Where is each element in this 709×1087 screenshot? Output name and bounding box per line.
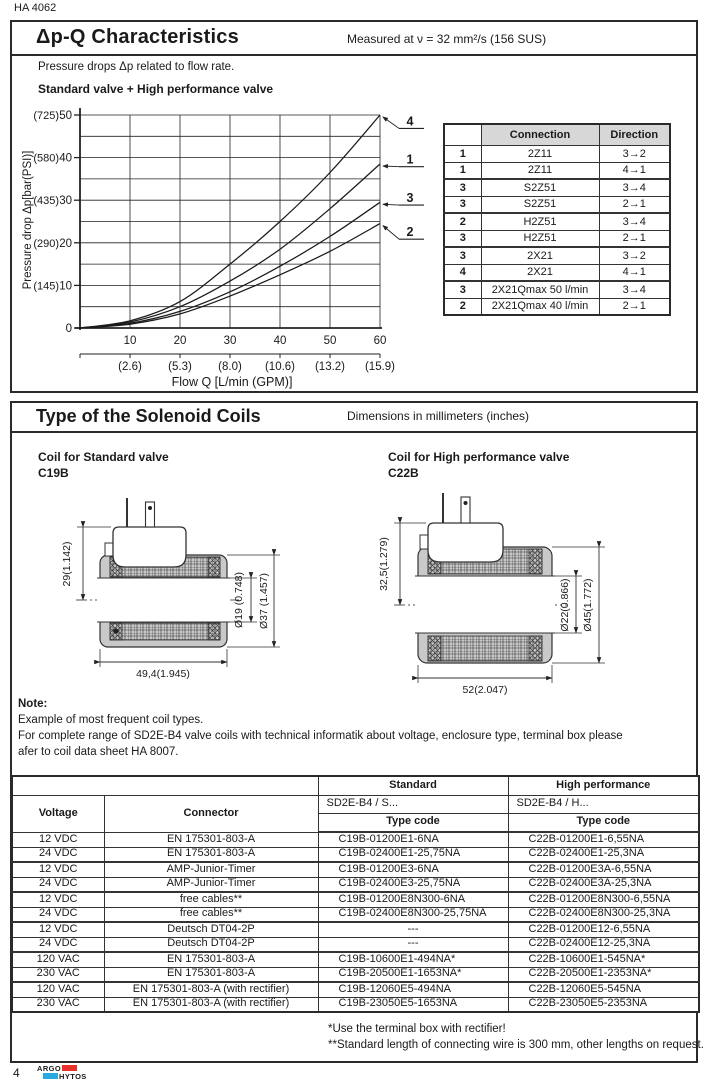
table-row — [12, 952, 699, 967]
cell: C19B-02400E1-25,75NA — [318, 847, 508, 862]
cell: 2 — [444, 298, 481, 315]
c22b-dim-width-label: 52(2.047) — [462, 684, 508, 696]
cell: EN 175301-803-A (with rectifier) — [104, 997, 318, 1012]
chart-line — [383, 226, 399, 240]
cell: 3 — [444, 247, 481, 264]
cell: EN 175301-803-A (with rectifier) — [104, 982, 318, 997]
connection-table-header-row — [444, 124, 670, 145]
cell: C22B-23050E5-2353NA — [508, 997, 699, 1012]
cell: 3→2 — [599, 145, 670, 162]
chart-intro-text: Pressure drops Δp related to flow rate. — [38, 61, 235, 73]
table-row — [444, 281, 670, 298]
cell: 24 VDC — [12, 847, 104, 862]
argo-hytos-logo — [37, 1064, 87, 1080]
cell: C22B-02400E3A-25,3NA — [508, 877, 699, 892]
logo-cyan-block — [43, 1073, 58, 1079]
chart-text: 4 — [406, 114, 414, 129]
cell: 230 VAC — [12, 967, 104, 982]
cell: 3 — [444, 179, 481, 196]
cell: C19B-20500E1-1653NA* — [318, 967, 508, 982]
table-row — [444, 196, 670, 213]
chart-text: Flow Q [L/min (GPM)] — [171, 375, 293, 389]
cell: Deutsch DT04-2P — [104, 922, 318, 937]
cell: 230 VAC — [12, 997, 104, 1012]
c19b-dim-outer-label: Ø37 (1.457) — [258, 572, 270, 630]
chart-text: 20 — [173, 335, 187, 347]
connection-table-body — [444, 145, 670, 315]
chart-labels — [383, 114, 424, 239]
cell: 24 VDC — [12, 877, 104, 892]
chart-text: 30 — [59, 195, 72, 208]
cell: 24 VDC — [12, 937, 104, 952]
table-row — [444, 298, 670, 315]
cell: C22B-10600E1-545NA* — [508, 952, 699, 967]
cell: 2X21Qmax 40 l/min — [481, 298, 599, 315]
footnote-2: **Standard length of connecting wire is 300 mm, other lengths on request. — [328, 1039, 704, 1051]
cell: C22B-12060E5-545NA — [508, 982, 699, 997]
section-dpq-titleband — [12, 22, 696, 56]
voltage-column-header: Voltage — [12, 795, 104, 832]
coil-drawings — [20, 483, 692, 705]
corner-cell — [12, 776, 318, 795]
coil-left-caption-line1: Coil for Standard valve — [38, 450, 169, 464]
cell: 12 VDC — [12, 922, 104, 937]
cell: --- — [318, 922, 508, 937]
cell: EN 175301-803-A — [104, 847, 318, 862]
chart-text: (725) — [33, 110, 59, 122]
chart-text: 2 — [406, 225, 414, 240]
table-row — [444, 179, 670, 196]
note-line: Example of most frequent coil types. — [18, 714, 204, 726]
section-coils-titleband — [12, 403, 696, 433]
cell: free cables** — [104, 907, 318, 922]
chart-text: 50 — [323, 335, 337, 347]
table-row — [12, 937, 699, 952]
coil-c22b-drawing — [394, 493, 605, 683]
chart-axes — [22, 108, 395, 389]
cell: C19B-23050E5-1653NA — [318, 997, 508, 1012]
table-row — [12, 967, 699, 982]
chart-text: (5.3) — [168, 361, 192, 373]
cell: S2Z51 — [481, 179, 599, 196]
c19b-dim-bore-label: Ø19 (0.748) — [233, 571, 245, 629]
cell: 2→1 — [599, 196, 670, 213]
chart-text: (2.6) — [118, 361, 142, 373]
chart-text: (13.2) — [314, 361, 346, 373]
cell: C22B-01200E12-6,55NA — [508, 922, 699, 937]
chart-text: 60 — [373, 335, 387, 347]
cell: 4→1 — [599, 162, 670, 179]
cell: 12 VDC — [12, 892, 104, 907]
cell: H2Z51 — [481, 213, 599, 230]
table-row — [12, 907, 699, 922]
hp-model-label: SD2E-B4 / H... — [508, 795, 699, 813]
c22b-dim-bore-label: Ø22(0.866) — [559, 578, 571, 632]
coil-right-caption-line2: C22B — [388, 466, 419, 480]
cell: 3 — [444, 281, 481, 298]
chart-text: (15.9) — [364, 361, 396, 373]
chart-text: (290) — [33, 237, 59, 250]
cell: 3 — [444, 196, 481, 213]
cell: 2X21 — [481, 264, 599, 281]
table-row — [444, 213, 670, 230]
cell: 2→1 — [599, 230, 670, 247]
table-row — [12, 922, 699, 937]
cell: 1 — [444, 145, 481, 162]
connector-column-header: Connector — [104, 795, 318, 832]
table-row — [12, 997, 699, 1012]
coil-left-caption-line2: C19B — [38, 466, 69, 480]
note-line: For complete range of SD2E-B4 valve coils with technical informatik about voltage, enclosure type, terminal box please — [18, 730, 623, 742]
cell: C19B-12060E5-494NA — [318, 982, 508, 997]
note-title: Note: — [18, 698, 48, 710]
cell: H2Z51 — [481, 230, 599, 247]
cell: 2→1 — [599, 298, 670, 315]
table-row — [12, 892, 699, 907]
section-dpq-subtitle: Measured at ν = 32 mm²/s (156 SUS) — [347, 32, 547, 46]
cell: C22B-20500E1-2353NA* — [508, 967, 699, 982]
coil-left-caption — [38, 449, 169, 481]
cell: EN 175301-803-A — [104, 832, 318, 847]
chart-line — [383, 204, 399, 205]
cell: 24 VDC — [12, 907, 104, 922]
table-row — [12, 982, 699, 997]
cell: C19B-02400E8N300-25,75NA — [318, 907, 508, 922]
chart-line — [383, 166, 399, 167]
cell: C22B-01200E8N300-6,55NA — [508, 892, 699, 907]
logo-text-argo: ARGO — [37, 1063, 62, 1073]
section-coils-subtitle: Dimensions in millimeters (inches) — [347, 409, 530, 423]
table-row — [12, 877, 699, 892]
cell: 2X21 — [481, 247, 599, 264]
table-row — [444, 145, 670, 162]
cell: 3→4 — [599, 213, 670, 230]
table-row — [444, 247, 670, 264]
coil-table-group-row — [12, 776, 699, 795]
table-row — [444, 162, 670, 179]
chart-text: (10.6) — [264, 361, 296, 373]
connection-table — [443, 123, 671, 316]
cell: C22B-01200E3A-6,55NA — [508, 862, 699, 877]
cell: EN 175301-803-A — [104, 952, 318, 967]
c19b-dim-width-label: 49,4(1.945) — [136, 668, 190, 680]
note-line: afer to coil data sheet HA 8007. — [18, 746, 179, 758]
cell: 3→2 — [599, 247, 670, 264]
chart-text: 50 — [59, 110, 72, 122]
connection-column-header: Connection — [481, 124, 599, 145]
direction-column-header: Direction — [599, 124, 670, 145]
cell: 2Z11 — [481, 162, 599, 179]
chart-text: 30 — [223, 335, 237, 347]
chart-text: (580) — [33, 152, 59, 165]
table-row — [444, 264, 670, 281]
cell: Deutsch DT04-2P — [104, 937, 318, 952]
table-row — [12, 847, 699, 862]
chart-text: 3 — [406, 191, 414, 206]
coil-right-caption — [388, 449, 569, 481]
cell: free cables** — [104, 892, 318, 907]
logo-text-hytos: HYTOS — [59, 1071, 87, 1081]
cell: --- — [318, 937, 508, 952]
logo-red-block — [62, 1065, 77, 1071]
chart-text: 1 — [406, 152, 414, 167]
cell: C19B-01200E8N300-6NA — [318, 892, 508, 907]
corner-cell — [444, 124, 481, 145]
cell: 120 VAC — [12, 952, 104, 967]
chart-text: 40 — [273, 335, 287, 347]
section-coils-title: Type of the Solenoid Coils — [36, 406, 261, 426]
coil-table-model-row — [12, 795, 699, 813]
cell: EN 175301-803-A — [104, 967, 318, 982]
cell: 2Z11 — [481, 145, 599, 162]
c22b-dim-outer-label: Ø45(1.772) — [582, 578, 594, 632]
footnotes — [328, 1021, 704, 1053]
chart-text: 20 — [59, 237, 72, 250]
cell: C22B-02400E8N300-25,3NA — [508, 907, 699, 922]
cell: 2 — [444, 213, 481, 230]
cell: 120 VAC — [12, 982, 104, 997]
cell: AMP-Junior-Timer — [104, 862, 318, 877]
section-dpq-title: Δp-Q Characteristics — [36, 26, 239, 48]
chart-text: 0 — [65, 323, 72, 335]
cell: 3→4 — [599, 179, 670, 196]
cell: 4 — [444, 264, 481, 281]
cell: 12 VDC — [12, 832, 104, 847]
standard-model-label: SD2E-B4 / S... — [318, 795, 508, 813]
c22b-dim-height-label: 32,5(1.279) — [378, 537, 390, 591]
coil-right-caption-line1: Coil for High performance valve — [388, 450, 570, 464]
cell: 3 — [444, 230, 481, 247]
cell: C22B-02400E12-25,3NA — [508, 937, 699, 952]
cell: AMP-Junior-Timer — [104, 877, 318, 892]
cell: 1 — [444, 162, 481, 179]
cell: C19B-02400E3-25,75NA — [318, 877, 508, 892]
footnote-1: *Use the terminal box with rectifier! — [328, 1023, 506, 1035]
coil-c19b-drawing — [76, 498, 280, 667]
cell: C19B-01200E1-6NA — [318, 832, 508, 847]
chart-text: 10 — [123, 335, 137, 347]
note-block — [18, 696, 698, 760]
cell: 2X21Qmax 50 l/min — [481, 281, 599, 298]
cell: C19B-01200E3-6NA — [318, 862, 508, 877]
page-number: 4 — [13, 1066, 20, 1080]
chart-text: (435) — [33, 195, 59, 208]
type-code-header: Type code — [318, 813, 508, 832]
doc-number: HA 4062 — [14, 2, 57, 14]
coil-table-body — [12, 832, 699, 1012]
c19b-dim-height-label: 29(1.142) — [61, 541, 73, 587]
chart-text: (8.0) — [218, 361, 242, 373]
chart-text: Pressure drop Δp[bar(PSI)] — [22, 150, 34, 290]
type-code-header: Type code — [508, 813, 699, 832]
dpq-chart — [10, 96, 440, 393]
cell: C22B-01200E1-6,55NA — [508, 832, 699, 847]
coil-type-table — [11, 775, 700, 1013]
chart-text: 10 — [59, 280, 72, 293]
cell: C19B-10600E1-494NA* — [318, 952, 508, 967]
high-performance-group-header: High performance — [508, 776, 699, 795]
chart-text: 40 — [59, 152, 72, 165]
table-row — [444, 230, 670, 247]
cell: 4→1 — [599, 264, 670, 281]
chart-text: (145) — [33, 280, 59, 293]
chart-line — [383, 117, 399, 128]
table-row — [12, 832, 699, 847]
table-row — [12, 862, 699, 877]
cell: 12 VDC — [12, 862, 104, 877]
cell: 3→4 — [599, 281, 670, 298]
cell: S2Z51 — [481, 196, 599, 213]
cell: C22B-02400E1-25,3NA — [508, 847, 699, 862]
standard-group-header: Standard — [318, 776, 508, 795]
chart-heading: Standard valve + High performance valve — [38, 82, 274, 96]
